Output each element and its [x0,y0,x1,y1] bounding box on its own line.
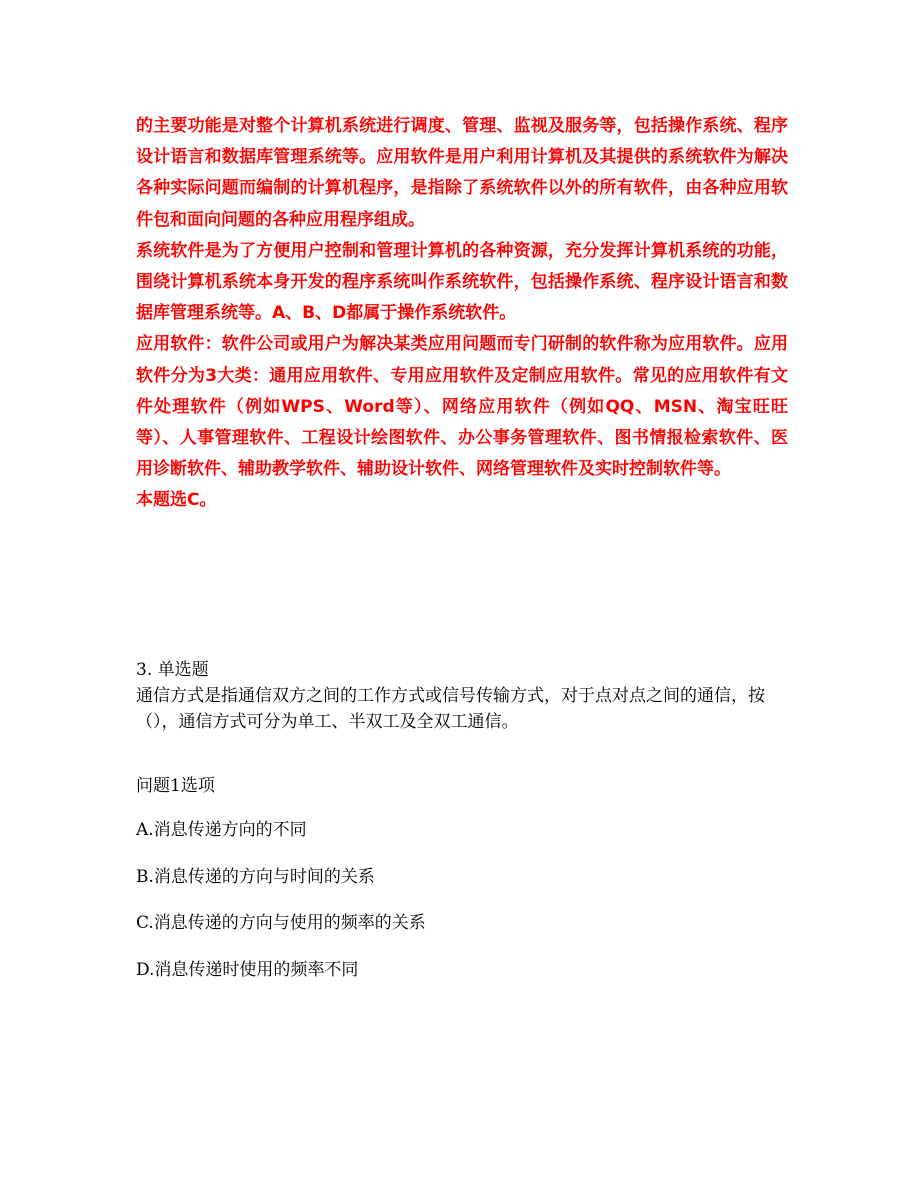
option-b: B.消息传递的方向与时间的关系 [136,866,375,887]
option-c: C.消息传递的方向与使用的频率的关系 [136,913,426,933]
options-list [136,817,426,1003]
question-block [136,657,788,980]
explanation-paragraph: 应用软件：软件公司或用户为解决某类应用问题而专门研制的软件称为应用软件。应用软件分为3大类：通用应用软件、专用应用软件及定制应用软件。常见的应用软件有文件处理软件（例如WPS、Word等）、网络应用软件（例如QQ、MSN、淘宝旺旺等）、人事管理软件、工程设计绘图软件、办公事务管理软件、图书情报检索软件、医用诊断软件、辅助教学软件、辅助设计软件、网络管理软件及实时控制软件等。 [136,334,788,480]
explanation-paragraph: 系统软件是为了方便用户控制和管理计算机的各种资源，充分发挥计算机系统的功能，围绕计算机系统本身开发的程序系统叫作系统软件，包括操作系统、程序设计语言和数据库管理系统等。A、B、D都属于操作系统软件。 [136,240,788,324]
question-number: 3. 单选题 [136,660,209,680]
explanation-paragraph: 的主要功能是对整个计算机系统进行调度、管理、监视及服务等，包括操作系统、程序设计语言和数据库管理系统等。应用软件是用户利用计算机及其提供的系统软件为解决各种实际问题而编制的计算机程序，是指除了系统软件以外的所有软件，由各种应用软件包和面向问题的各种应用程序组成。 [136,116,788,230]
explanation-answer: 本题选C。 [136,490,217,511]
option-d: D.消息传递时使用的频率不同 [136,959,359,980]
answer-explanation [136,111,788,517]
question-stem: 通信方式是指通信双方之间的工作方式或信号传输方式，对于点对点之间的通信，按（），通信方式可分为单工、半双工及全双工通信。 [136,686,765,732]
options-title: 问题1选项 [136,776,215,796]
option-a: A.消息传递方向的不同 [136,820,307,840]
